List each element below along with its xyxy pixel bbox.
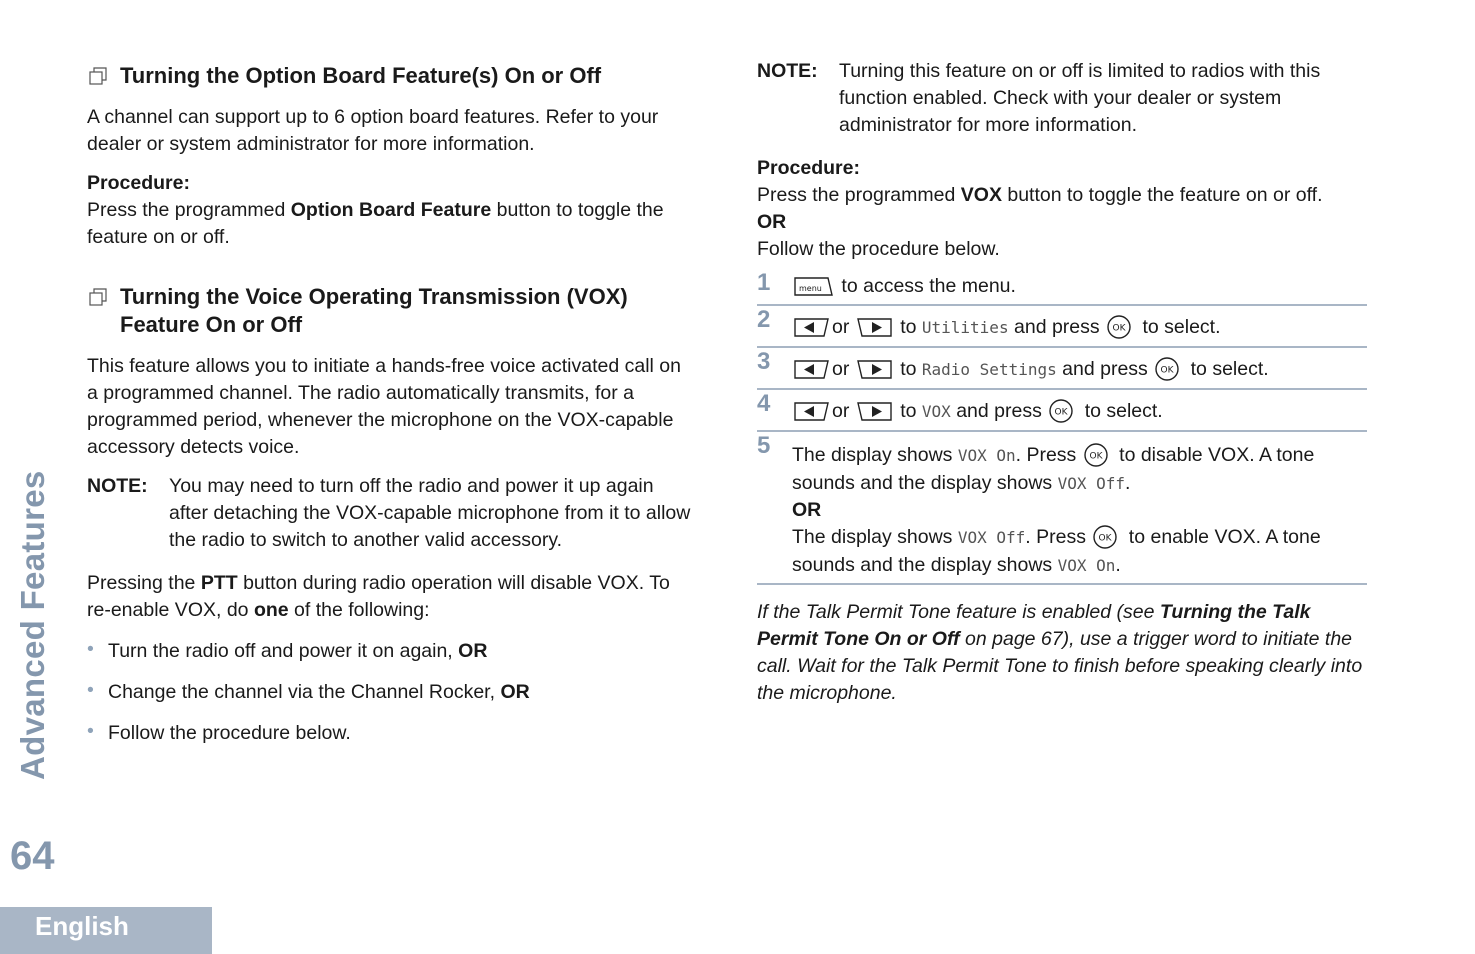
option-board-procedure-label: Procedure: [87,172,190,194]
step-number: 3 [757,348,771,375]
step-text: to access the menu. [841,275,1016,297]
right-arrow-key-icon [855,400,895,424]
section-marker-icon [89,288,107,306]
ok-button-icon [1105,314,1137,342]
display-value: VOX On [1057,556,1116,575]
text-run: button to toggle the feature on or off. [1001,184,1323,206]
display-value: VOX On [957,446,1016,466]
option-board-heading-text: Turning the Option Board Feature(s) On or Off [120,63,602,88]
left-arrow-key-icon [792,358,832,382]
text-run: button during radio operation will disable VOX. To re-enable VOX, do [87,572,670,621]
bullet-icon: • [87,679,94,701]
steps-list [757,269,1367,585]
step-number: 2 [757,306,771,333]
language-tab: English [0,907,212,954]
svg-text:OK: OK [1054,407,1068,418]
svg-text:OK: OK [1098,533,1112,544]
bullet-icon: • [87,720,94,742]
step-2 [757,306,1367,348]
note-label: NOTE: [757,60,818,82]
step-3 [757,348,1367,390]
bullet-text: Change the channel via the Channel Rocker, [108,681,501,703]
text-run: to disable VOX. A tone sounds and the display shows [792,444,1315,494]
text-run: Pressing the [87,572,201,594]
menu-target: Utilities [921,318,1009,338]
word-to: to [900,358,917,381]
cross-reference-link[interactable]: Turning the Talk Permit Tone On or Off [757,601,1311,650]
to-select: to select. [1142,316,1221,339]
ok-button-icon [1047,398,1079,426]
vox-button-name: VOX [960,184,1002,206]
ok-button-icon [1153,356,1185,384]
option-board-intro: A channel can support up to 6 option board features. Refer to your dealer or system administrator for more information. [87,106,659,155]
right-arrow-key-icon [855,316,895,340]
or-label: OR [757,211,787,233]
vox-procedure [757,182,1367,209]
section-side-title: Advanced Features [14,470,51,780]
bullet-or: OR [500,681,530,703]
right-column [757,58,1367,707]
ok-button-icon [1091,524,1123,552]
right-note [757,58,1367,139]
and-press: and press [1014,316,1100,339]
svg-text:OK: OK [1089,451,1103,462]
left-arrow-key-icon [792,316,832,340]
svg-text:menu: menu [799,283,822,293]
word-to: to [900,316,917,339]
step5-or: OR [792,499,822,521]
text-run: . Press [1015,444,1082,467]
text-run: Press the programmed [87,199,291,221]
page-number: 64 [10,834,55,878]
bullet-text: Follow the procedure below. [108,722,351,744]
option-board-procedure [87,197,697,251]
bullet-icon: • [87,638,94,660]
left-column [87,62,697,747]
ptt-button-name: PTT [200,572,238,594]
vox-heading-line2: Feature On or Off [120,312,303,337]
text-run: of the following: [288,599,430,621]
left-arrow-key-icon [792,400,832,424]
talk-permit-note [757,599,1367,707]
menu-key-icon [792,275,836,299]
svg-text:OK: OK [1112,323,1126,334]
text-run: button to toggle the feature on or off. [87,199,664,248]
word-or: or [832,316,850,339]
step-1 [757,269,1367,306]
vox-intro: This feature allows you to initiate a hands-free voice activated call on a programmed channel. The radio automatically transmits, for a programmed period, whenever the microphone on the VOX-capable accessory detects voice. [87,355,681,458]
step-number: 4 [757,390,771,417]
word-or: or [832,358,850,381]
right-arrow-key-icon [855,358,895,382]
ok-button-icon [1082,442,1114,470]
section-marker-icon [89,67,107,85]
bullet-text: Turn the radio off and power it on again, [108,640,459,662]
option-board-feature-button-name: Option Board Feature [290,199,492,221]
step-number: 1 [757,269,771,296]
display-value: VOX Off [1057,474,1126,493]
text-run: The display shows [792,526,958,549]
ptt-paragraph [87,570,697,624]
step-5 [757,432,1367,585]
menu-target: Radio Settings [921,360,1057,380]
step-4 [757,390,1367,432]
to-select: to select. [1084,400,1163,423]
bullet-item [87,679,697,706]
text-run: The display shows [792,444,958,467]
follow-text: Follow the procedure below. [757,238,1000,260]
word-to: to [900,400,917,423]
step5-option-a: The display shows VOX On. Press OK to disable VOX. A tone sounds and the display shows VOX Off. [792,442,1367,497]
bullet-or: OR [458,640,488,662]
note-text: You may need to turn off the radio and power it up again after detaching the VOX-capable microphone from it to allow the radio to switch to another valid accessory. [169,475,691,551]
emphasis-one: one [253,599,289,621]
and-press: and press [956,400,1042,423]
note-label: NOTE: [87,475,148,497]
bullet-item [87,638,697,665]
text-run: . Press [1025,526,1092,549]
note-text: Turning this feature on or off is limited to radios with this function enabled. Check with your dealer or system administrator for more information. [839,60,1321,136]
vox-heading [87,283,697,339]
vox-note [87,473,697,554]
step5-option-b: The display shows VOX Off. Press OK to enable VOX. A tone sounds and the display shows VOX On. [792,524,1367,579]
display-value: VOX Off [957,528,1026,548]
menu-target: VOX [921,402,951,422]
procedure-label: Procedure: [757,157,860,179]
bullet-item [87,720,697,747]
word-or: or [832,400,850,423]
text-run: to enable VOX. A tone sounds and the display shows [792,526,1321,576]
option-board-heading [87,62,697,90]
text-run: on page 67), use a trigger word to initiate the call. Wait for the Talk Permit Tone to finish before speaking clearly into the microphone. [757,628,1363,704]
svg-text:OK: OK [1160,365,1174,376]
and-press: and press [1062,358,1148,381]
text-run: Press the programmed [757,184,961,206]
text-run: If the Talk Permit Tone feature is enabled (see [757,601,1160,623]
step-number: 5 [757,432,771,459]
vox-heading-line1: Turning the Voice Operating Transmission (VOX) [120,284,628,309]
to-select: to select. [1190,358,1269,381]
